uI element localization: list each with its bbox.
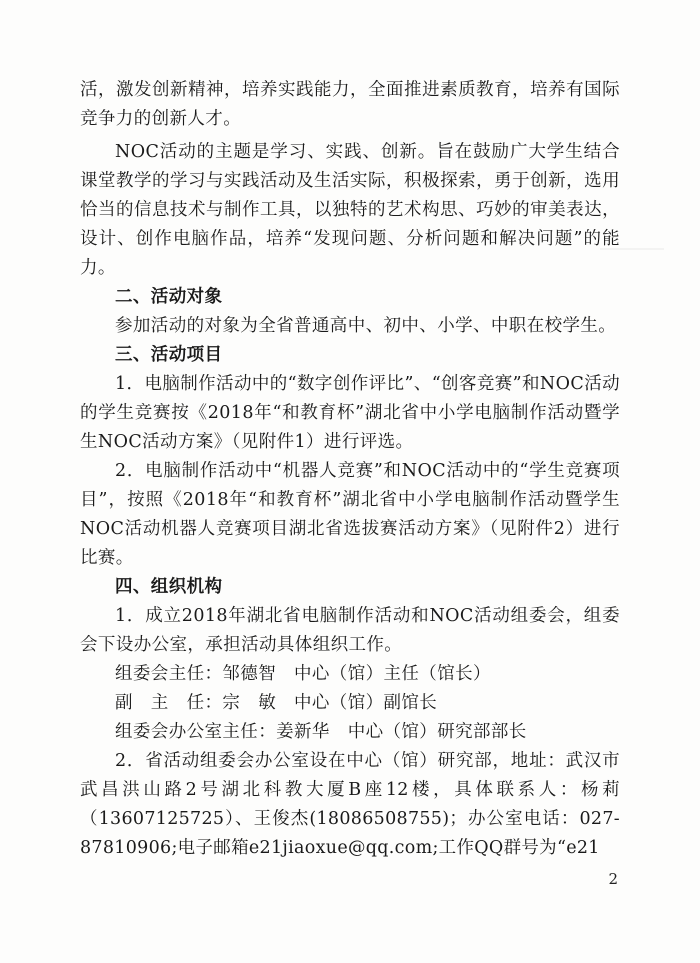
org-director-line: 组委会主任：邹德智 中心（馆）主任（馆长） xyxy=(115,664,491,684)
section-heading-participants: 二、活动对象 xyxy=(115,287,223,307)
document-body xyxy=(80,76,620,863)
paragraph-contact-info: 2．省活动组委会办公室设在中心（馆）研究部，地址：武汉市武昌洪山路2号湖北科教大厦B座12楼，具体联系人：杨莉（13607125725）、王俊杰(18086508755)；办公室电话：027-87810906;电子邮箱e21jiaoxue@qq.com;工作QQ群号为“e21 xyxy=(80,751,620,858)
page-number: 2 xyxy=(608,870,618,888)
paragraph-noc-theme: NOC活动的主题是学习、实践、创新。旨在鼓励广大学生结合课堂教学的学习与实践活动及生活实际，积极探索，勇于创新，选用恰当的信息技术与制作工具，以独特的艺术构思、巧妙的审美表达，设计、创作电脑作品，培养“发现问题、分析问题和解决问题”的能力。 xyxy=(80,142,620,278)
org-deputy-line: 副 主 任：宗 敏 中心（馆）副馆长 xyxy=(115,693,438,713)
paragraph-participants: 参加活动的对象为全省普通高中、初中、小学、中职在校学生。 xyxy=(115,316,617,336)
paragraph-project-2: 2．电脑制作活动中“机器人竞赛”和NOC活动中的“学生竞赛项目”，按照《2018年“和教育杯”湖北省中小学电脑制作活动暨学生NOC活动机器人竞赛项目湖北省选拔赛活动方案》（见附件2）进行比赛。 xyxy=(80,461,620,568)
org-office-director-line: 组委会办公室主任：姜新华 中心（馆）研究部部长 xyxy=(115,722,527,742)
paragraph-project-1: 1．电脑制作活动中的“数字创作评比”、“创客竞赛”和NOC活动的学生竞赛按《2018年“和教育杯”湖北省中小学电脑制作活动暨学生NOC活动方案》（见附件1）进行评选。 xyxy=(80,374,620,452)
paragraph-organization-1: 1．成立2018年湖北省电脑制作活动和NOC活动组委会，组委会下设办公室，承担活动具体组织工作。 xyxy=(80,606,620,655)
section-heading-organization: 四、组织机构 xyxy=(115,577,223,597)
section-heading-projects: 三、活动项目 xyxy=(115,345,223,365)
paragraph-continuation: 活，激发创新精神，培养实践能力，全面推进素质教育，培养有国际竞争力的创新人才。 xyxy=(80,80,620,129)
